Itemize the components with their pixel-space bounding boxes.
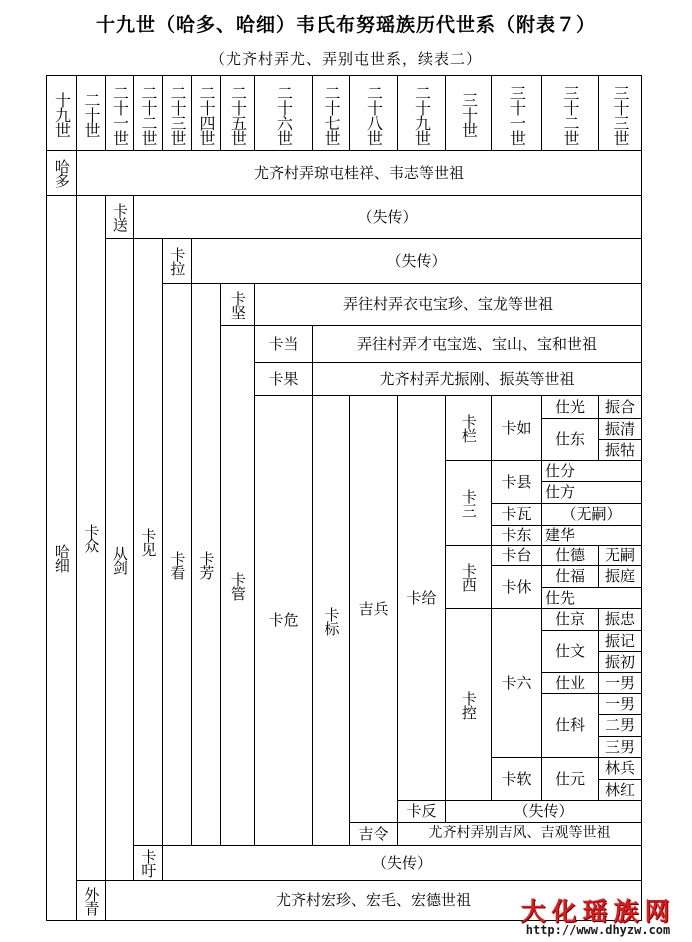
cell-zhenji-text: 振记 <box>604 631 635 650</box>
generation-header-13 <box>491 75 542 151</box>
cell-karu <box>491 395 542 461</box>
generation-header-9-text: 二十七世 <box>321 84 341 145</box>
cell-kaguo-desc-text: 尤齐村弄尤振刚、振英等世祖 <box>379 369 575 388</box>
cell-kabiao <box>312 395 350 846</box>
cell-jianhua <box>541 525 642 546</box>
cell-shide-text: 仕德 <box>554 546 585 565</box>
cell-zhengu <box>598 439 642 461</box>
generation-header-7 <box>220 75 255 151</box>
cell-kazhong <box>76 195 106 881</box>
generation-header-7-text: 二十五世 <box>228 84 248 145</box>
cell-kadang-text: 卡当 <box>268 334 299 353</box>
cell-zhenting-text: 振庭 <box>604 567 635 586</box>
cell-kadou <box>133 845 163 881</box>
cell-shifu <box>541 565 599 588</box>
cell-shiwen-text: 仕文 <box>554 642 585 661</box>
cell-kaguo-text: 卡果 <box>268 369 299 388</box>
cell-kafan-text: 卡反 <box>406 802 437 821</box>
logo-brand-text: 大化瑶族网 <box>520 897 676 926</box>
cell-zhenchu <box>598 651 642 673</box>
cell-ernan-text: 二男 <box>604 716 635 735</box>
cell-jiling <box>349 822 398 846</box>
cell-zhenqing-text: 振清 <box>604 419 635 438</box>
cell-shifen-text: 仕分 <box>545 461 576 480</box>
cell-shixian-text: 仕先 <box>545 588 576 607</box>
generation-header-12 <box>445 75 492 151</box>
cell-ernan <box>598 714 642 737</box>
cell-kala-text: 卡拉 <box>168 247 187 275</box>
cell-kasan-text: 卡三 <box>459 489 478 517</box>
cell-kawa-note-text: （无嗣） <box>561 505 622 524</box>
cell-zhenhe-text: 振合 <box>604 397 635 416</box>
site-logo <box>508 892 688 942</box>
cell-kaxiu <box>491 565 542 609</box>
page-subtitle: （尤齐村弄尤、弄别屯世系，续表二） <box>209 50 482 68</box>
generation-header-1-text: 十九世 <box>52 92 72 137</box>
cell-kawei <box>254 395 313 846</box>
generation-header-10 <box>349 75 398 151</box>
cell-kasong-lost <box>133 195 642 239</box>
cell-kakong-text: 卡控 <box>459 690 478 719</box>
generation-header-6 <box>191 75 221 151</box>
generation-header-5-text: 二十三世 <box>167 84 187 145</box>
cell-kabiao-text: 卡标 <box>322 606 341 635</box>
generation-header-9 <box>312 75 350 151</box>
cell-kaguan <box>220 325 255 846</box>
cell-hado <box>46 150 77 196</box>
cell-shidong <box>541 418 599 461</box>
cell-shiyuan-text: 仕元 <box>554 769 585 788</box>
cell-katai-text: 卡台 <box>501 546 532 565</box>
generation-header-13-text: 三十一世 <box>507 84 527 145</box>
cell-waiqing-desc-text: 尤齐村宏珍、宏毛、宏德世祖 <box>275 891 471 910</box>
generation-header-2 <box>76 75 106 151</box>
cell-yinan2 <box>598 693 642 715</box>
cell-kadou-lost <box>162 845 642 881</box>
cell-wusi <box>598 545 642 566</box>
cell-kaliu <box>491 608 542 758</box>
cell-kalan-text: 卡栏 <box>459 414 478 442</box>
cell-kajian2-text: 卡坚 <box>228 290 247 319</box>
logo-url-text: http://www.dhyzw.com <box>525 923 671 937</box>
generation-header-10-text: 二十八世 <box>364 84 384 145</box>
cell-shifang <box>541 481 642 504</box>
cell-yinan1-text: 一男 <box>604 673 635 692</box>
cell-sannan <box>598 736 642 758</box>
cell-kawa-note <box>541 503 642 526</box>
cell-hado-text: 哈多 <box>52 159 71 187</box>
cell-kawei-text: 卡危 <box>268 611 299 630</box>
cell-haxi-text: 哈细 <box>52 544 71 572</box>
generation-header-6-text: 二十四世 <box>196 84 216 145</box>
cell-kala <box>162 238 192 284</box>
cell-shiwen <box>541 630 599 673</box>
cell-kawa <box>491 503 542 526</box>
cell-zhenzhong-text: 振忠 <box>604 610 635 629</box>
cell-kagei-text: 卡给 <box>406 588 437 607</box>
cell-kajian2 <box>220 283 255 326</box>
generation-header-3-text: 二十一世 <box>110 84 130 145</box>
cell-kala-lost-text: （失传） <box>386 251 447 270</box>
generation-header-11-text: 二十九世 <box>412 84 432 145</box>
cell-zhenji <box>598 630 642 652</box>
cell-kadong <box>491 525 542 546</box>
generation-header-4 <box>133 75 163 151</box>
cell-shixian <box>541 587 642 609</box>
cell-kadang-desc-text: 弄往村弄才屯宝选、宝山、宝和世祖 <box>356 334 597 353</box>
cell-shifu-text: 仕福 <box>554 567 585 586</box>
cell-kaxian <box>491 460 542 504</box>
cell-kaguan-text: 卡管 <box>228 571 247 600</box>
generation-header-3 <box>105 75 134 151</box>
cell-hado-desc-text: 尤齐村弄琼屯桂祥、韦志等世祖 <box>253 163 464 182</box>
cell-kadang <box>254 325 313 363</box>
cell-shiyuan <box>541 757 599 801</box>
cell-linhong <box>598 779 642 801</box>
cell-zhenting <box>598 565 642 588</box>
cell-yinan2-text: 一男 <box>604 694 635 713</box>
cell-shifang-text: 仕方 <box>545 483 576 502</box>
cell-kaliu-text: 卡六 <box>501 673 532 692</box>
cell-linbing <box>598 757 642 780</box>
cell-jiling-text: 吉令 <box>358 824 389 843</box>
cell-kaguo-desc <box>312 362 642 396</box>
cell-shike <box>541 693 599 758</box>
cell-kajian <box>133 238 163 846</box>
cell-kadang-desc <box>312 325 642 363</box>
generation-header-15-text: 三十三世 <box>610 84 630 145</box>
cell-kala-lost <box>191 238 642 284</box>
cell-shijing <box>541 608 599 631</box>
cell-kalan <box>445 395 492 461</box>
generation-header-14-text: 三十二世 <box>560 84 580 145</box>
cell-kajian2-desc-text: 弄往村弄衣屯宝珍、宝龙等世祖 <box>342 295 553 314</box>
cell-kakan <box>162 283 192 846</box>
cell-shifen <box>541 460 642 482</box>
cell-jiling-desc-text: 尤齐村弄别吉风、吉观等世祖 <box>428 825 611 842</box>
cell-kafan-lost <box>445 800 642 823</box>
cell-kajian2-desc <box>254 283 642 326</box>
cell-shiguang <box>541 395 599 419</box>
cell-kasong <box>105 195 134 239</box>
cell-zhenhe <box>598 395 642 419</box>
cell-jibing-text: 吉兵 <box>358 599 389 618</box>
generation-header-2-text: 二十世 <box>81 92 101 137</box>
cell-shiye <box>541 672 599 694</box>
cell-yinan1 <box>598 672 642 694</box>
generation-header-15 <box>598 75 642 151</box>
generation-header-8-text: 二十六世 <box>274 84 294 145</box>
cell-kafan-lost-text: （失传） <box>513 802 574 821</box>
cell-zhengu-text: 振牯 <box>604 440 635 459</box>
generation-header-8 <box>254 75 313 151</box>
cell-kasan <box>445 460 492 546</box>
cell-kagei <box>397 395 446 801</box>
cell-kakan-text: 卡看 <box>168 550 187 579</box>
cell-zhenchu-text: 振初 <box>604 652 635 671</box>
cell-waiqing-text: 外青 <box>82 886 101 915</box>
cell-waiqing <box>76 880 106 921</box>
cell-shijing-text: 仕京 <box>554 610 585 629</box>
generation-header-12-text: 三十世 <box>459 92 479 137</box>
cell-kadou-lost-text: （失传） <box>371 853 432 872</box>
cell-katai <box>491 545 542 566</box>
cell-shike-text: 仕科 <box>554 716 585 735</box>
cell-wusi-text: 无嗣 <box>604 546 635 565</box>
cell-kaxian-text: 卡县 <box>501 472 532 491</box>
cell-kadong-text: 卡东 <box>501 526 532 545</box>
cell-karu-text: 卡如 <box>501 418 532 437</box>
cell-kadou-text: 卡吁 <box>139 849 158 877</box>
cell-karuan <box>491 757 542 801</box>
cell-kakong <box>445 608 492 801</box>
generation-header-4-text: 二十二世 <box>138 84 158 145</box>
cell-zhenzhong <box>598 608 642 631</box>
cell-kasong-lost-text: （失传） <box>357 207 418 226</box>
cell-jibing <box>349 395 398 823</box>
cell-karuan-text: 卡软 <box>501 769 532 788</box>
cell-kaguo <box>254 362 313 396</box>
cell-kaxiu-text: 卡休 <box>501 577 532 596</box>
cell-kawa-text: 卡瓦 <box>501 505 532 524</box>
page-title: 十九世（哈多、哈细）韦氏布努瑶族历代世系（附表７） <box>95 14 596 36</box>
cell-hado-desc <box>76 150 642 196</box>
cell-kazhong-text: 卡众 <box>82 524 101 552</box>
cell-jianhua-text: 建华 <box>545 526 576 545</box>
cell-shiye-text: 仕业 <box>554 673 585 692</box>
cell-linhong-text: 林红 <box>604 780 635 799</box>
cell-zhenqing <box>598 418 642 440</box>
cell-kajian-text: 卡见 <box>139 528 158 556</box>
cell-shide <box>541 545 599 566</box>
generation-header-11 <box>397 75 446 151</box>
cell-kafang-text: 卡芳 <box>197 550 216 579</box>
cell-kaxi-text: 卡西 <box>459 563 478 591</box>
cell-shidong-text: 仕东 <box>554 430 585 449</box>
cell-kafan <box>397 800 446 823</box>
cell-linbing-text: 林兵 <box>604 759 635 778</box>
cell-jiling-desc <box>397 822 642 846</box>
cell-kafang <box>191 283 221 846</box>
cell-kasong-text: 卡送 <box>110 203 129 231</box>
cell-congjian <box>105 238 134 881</box>
cell-sannan-text: 三男 <box>604 737 635 756</box>
cell-shiguang-text: 仕光 <box>554 397 585 416</box>
generation-header-5 <box>162 75 192 151</box>
cell-kaxi <box>445 545 492 609</box>
cell-haxi <box>46 195 77 921</box>
generation-header-14 <box>541 75 599 151</box>
generation-header-1 <box>46 75 77 151</box>
cell-congjian-text: 从剑 <box>110 545 129 574</box>
